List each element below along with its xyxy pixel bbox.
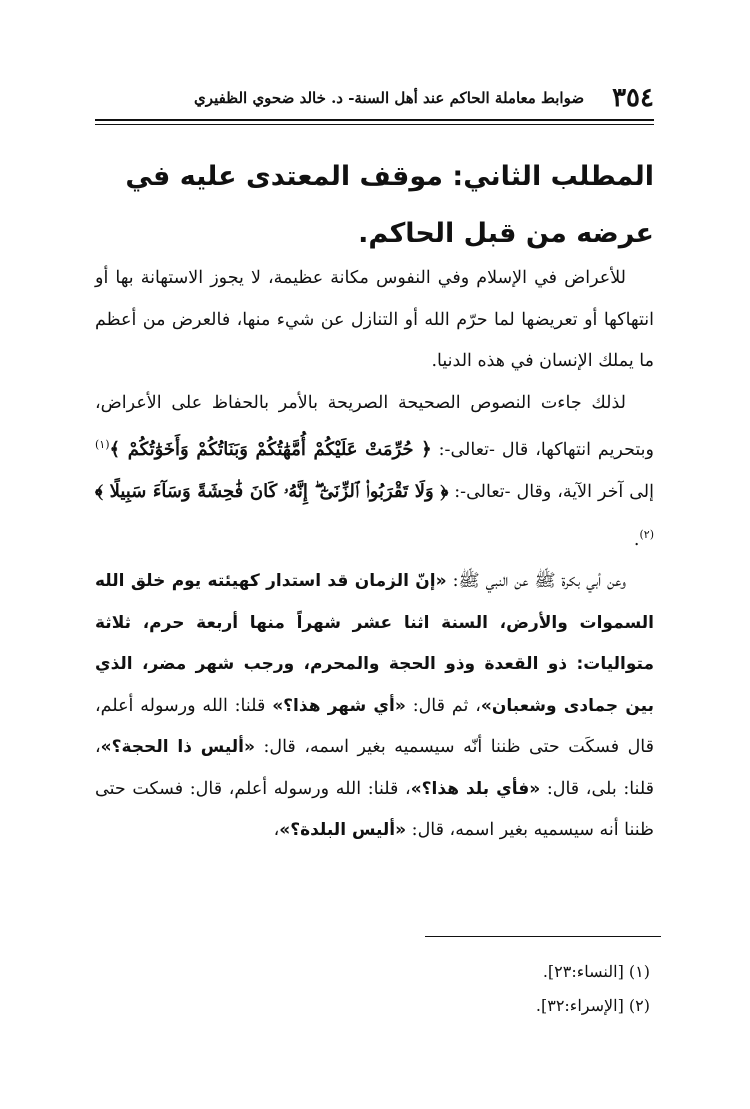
- paragraph-3-text-4: ، قلنا: الله ورسوله أعلم، قال: فسكت حتى ظننا أنه سيسميه بغير اسمه، قال:: [95, 778, 654, 841]
- hadith-quote-1: «إنّ الزمان قد استدار كهيئته يوم خلق الله السموات والأرض، السنة اثنا عشر شهراً منها أربعة حرم، ثلاثة متواليات: ذو القعدة وذو الحجة والمحرم، ورجب شهر مضر، الذي بين جمادى وشعبان»: [95, 571, 654, 716]
- section-title: موقف المعتدى عليه في عرضه من قبل الحاكم.: [125, 161, 654, 249]
- quran-verse-2: ﴿ وَلَا تَقْرَبُوا۟ ٱلزِّنَىٰٓ ۖ إِنَّهُۥ كَانَ فَٰحِشَةً وَسَآءَ سَبِيلًا ﴾: [95, 481, 449, 503]
- hadith-quote-3: «أليس ذا الحجة؟»: [100, 737, 255, 758]
- header-rule: [95, 119, 654, 121]
- footnote-separator: [425, 936, 661, 937]
- footnote-1: [95, 955, 650, 989]
- header-rule-thin: [95, 124, 654, 125]
- paragraph-2-end: .: [633, 529, 640, 550]
- section-label: المطلب الثاني: [463, 161, 654, 192]
- footnote-ref-1: (١): [95, 438, 110, 451]
- footnotes: [95, 955, 650, 1023]
- quran-verse-1: ﴿ حُرِّمَتْ عَلَيْكُمْ أُمَّهَٰتُكُمْ وَبَنَاتُكُمْ وَأَخَوَٰتُكُمْ ﴾: [109, 438, 432, 460]
- paragraph-2: [95, 383, 654, 562]
- footnote-2: [95, 989, 650, 1023]
- page-header: [95, 80, 654, 116]
- footnote-2-text: [الإسراء:٣٢].: [535, 996, 624, 1015]
- paragraph-3-text-1: ، ثم قال:: [405, 695, 481, 716]
- section-separator: :: [452, 161, 464, 192]
- hadith-quote-5: «أليس البلدة؟»: [279, 820, 407, 841]
- footnote-1-text: [النساء:٢٣].: [542, 962, 624, 981]
- paragraph-1: للأعراض في الإسلام وفي النفوس مكانة عظيمة، لا يجوز الاستهانة بها أو انتهاكها أو تعريضها لما حرّم الله أو التنازل عن شيء منها، فالعرض من أعظم ما يملك الإنسان في هذه الدنيا.: [95, 268, 654, 371]
- hadith-quote-2: «أي شهر هذا؟»: [272, 695, 406, 716]
- running-title: ضوابط معاملة الحاكم عند أهل السنة- د. خالد ضحوي الظفيري: [194, 89, 585, 107]
- paragraph-3-text-3: ، قلنا: بلى، قال:: [95, 737, 654, 799]
- hadith-quote-4: «فأي بلد هذا؟»: [410, 778, 541, 799]
- footnote-2-number: (٢): [628, 996, 650, 1015]
- section-heading: [100, 148, 654, 262]
- paragraph-3-text-5: ،: [273, 820, 280, 841]
- paragraph-3: [95, 561, 654, 852]
- paragraph-2-mid: إلى آخر الآية، وقال -تعالى-:: [448, 482, 655, 503]
- page-number: ٣٥٤: [612, 83, 654, 113]
- paragraph-2-intro: لذلك جاءت النصوص الصحيحة الصريحة بالأمر بالحفاظ على الأعراض، وبتحريم انتهاكها، قال -تعالى-:: [95, 392, 654, 460]
- paragraph-3-intro: وعن أبي بكرة ﷺ عن النبي ﷺ:: [446, 571, 626, 592]
- paragraph-3-text-2: قلنا: الله ورسوله أعلم، قال فسكَت حتى ظننا أنّه سيسميه بغير اسمه، قال:: [95, 695, 655, 758]
- footnote-ref-2: (٢): [639, 527, 654, 541]
- footnote-1-number: (١): [628, 962, 650, 981]
- body-text: [95, 258, 654, 852]
